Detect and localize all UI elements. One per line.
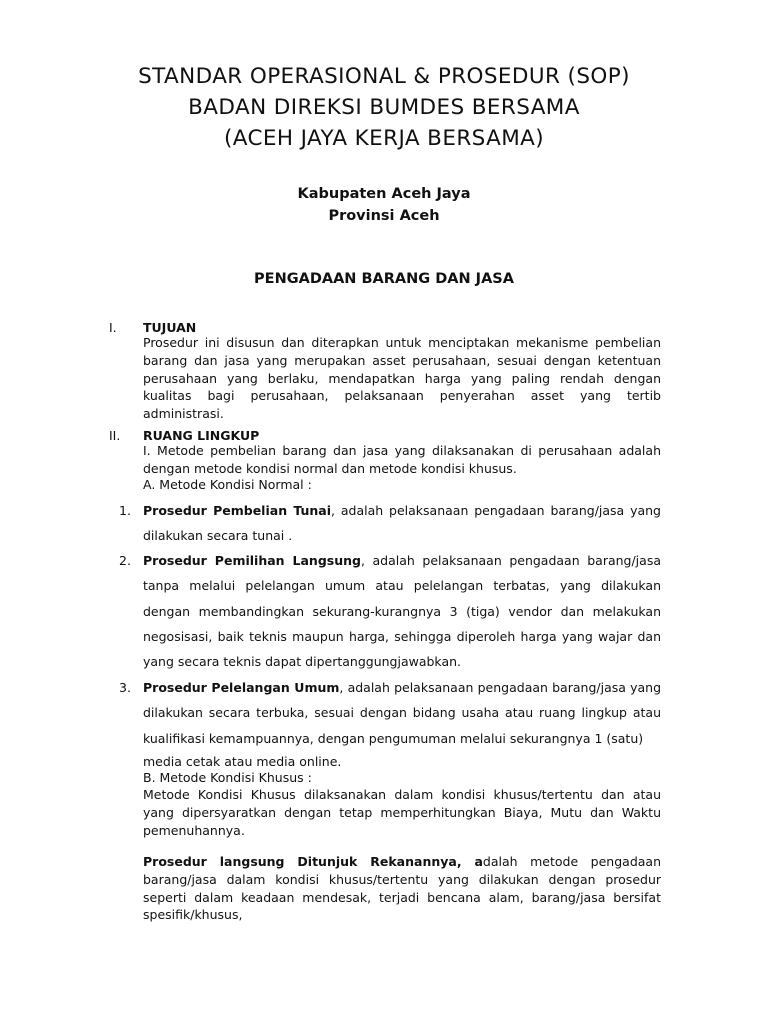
media-line: media cetak atau media online. (143, 754, 342, 769)
section-1-numeral: I. (109, 320, 117, 335)
item-1-body: , adalah pelaksanaan pengadaan barang/jasa yang dilakukan secara tunai . (143, 503, 661, 544)
item-2-text (143, 548, 661, 674)
item-3-number: 3. (119, 680, 131, 695)
sub-heading-a: A. Metode Kondisi Normal : (143, 477, 312, 492)
item-3-bold: Prosedur Pelelangan Umum (143, 680, 340, 695)
last-paragraph-body: dalah metode pengadaan barang/jasa dalam kondisi khusus/tertentu yang dilakukan dengan prosedur seperti dalam keadaan mendesak, terjadi bencana alam, barang/jasa bersifat spesifik/khusus, (143, 854, 661, 923)
section-title: PENGADAAN BARANG DAN JASA (254, 271, 514, 287)
last-paragraph (143, 853, 661, 924)
section-1-heading: TUJUAN (143, 320, 197, 335)
doc-title-line-3: (ACEH JAYA KERJA BERSAMA) (223, 126, 545, 151)
section-2-heading: RUANG LINGKUP (143, 428, 260, 443)
item-1-number: 1. (119, 503, 131, 518)
item-2-body: , adalah pelaksanaan pengadaan barang/jasa tanpa melalui pelelangan umum atau pelelangan terbatas, yang dilakukan dengan membandingkan sekurang-kurangnya 3 (tiga) vendor dan melakukan negosisasi, baik teknis maupun harga, sehingga diperoleh harga yang wajar dan yang secara teknis dapat dipertanggungjawabkan. (143, 553, 661, 670)
item-2-number: 2. (119, 553, 131, 568)
item-3-text (143, 675, 661, 751)
doc-title-line-2: BADAN DIREKSI BUMDES BERSAMA (188, 95, 580, 120)
doc-title-line-1: STANDAR OPERASIONAL & PROSEDUR (SOP) (138, 64, 630, 89)
item-1-bold: Prosedur Pembelian Tunai (143, 503, 332, 518)
khusus-text: Metode Kondisi Khusus dilaksanakan dalam kondisi khusus/tertentu dan atau yang dipersyaratkan dengan tetap memperhitungkan Biaya, Mutu dan Waktu pemenuhannya. (143, 787, 661, 838)
last-paragraph-bold: Prosedur langsung Ditunjuk Rekanannya, a (143, 854, 483, 869)
provinsi-label: Provinsi Aceh (328, 208, 440, 224)
item-2-bold: Prosedur Pemilihan Langsung (143, 553, 361, 568)
section-2-intro: I. Metode pembelian barang dan jasa yang dilaksanakan di perusahaan adalah dengan metode kondisi normal dan metode kondisi khusus. (143, 443, 661, 476)
section-1-text: Prosedur ini disusun dan diterapkan untuk menciptakan mekanisme pembelian barang dan jasa yang merupakan asset perusahaan, sesuai dengan ketentuan perusahaan yang berlaku, mendapatkan harga yang paling rendah dengan kualitas bagi perusahaan, pelaksanaan penyerahan asset yang tertib administrasi. (143, 335, 661, 422)
item-3-body: , adalah pelaksanaan pengadaan barang/jasa yang dilakukan secara terbuka, sesuai dengan bidang usaha atau ruang lingkup atau kualifikasi kemampuannya, dengan pengumuman melalui sekurangnya 1 (satu) (143, 680, 662, 746)
section-2-numeral: II. (109, 428, 121, 443)
item-1-text (143, 498, 661, 549)
kabupaten-label: Kabupaten Aceh Jaya (297, 186, 471, 202)
sub-heading-b: B. Metode Kondisi Khusus : (143, 770, 312, 785)
